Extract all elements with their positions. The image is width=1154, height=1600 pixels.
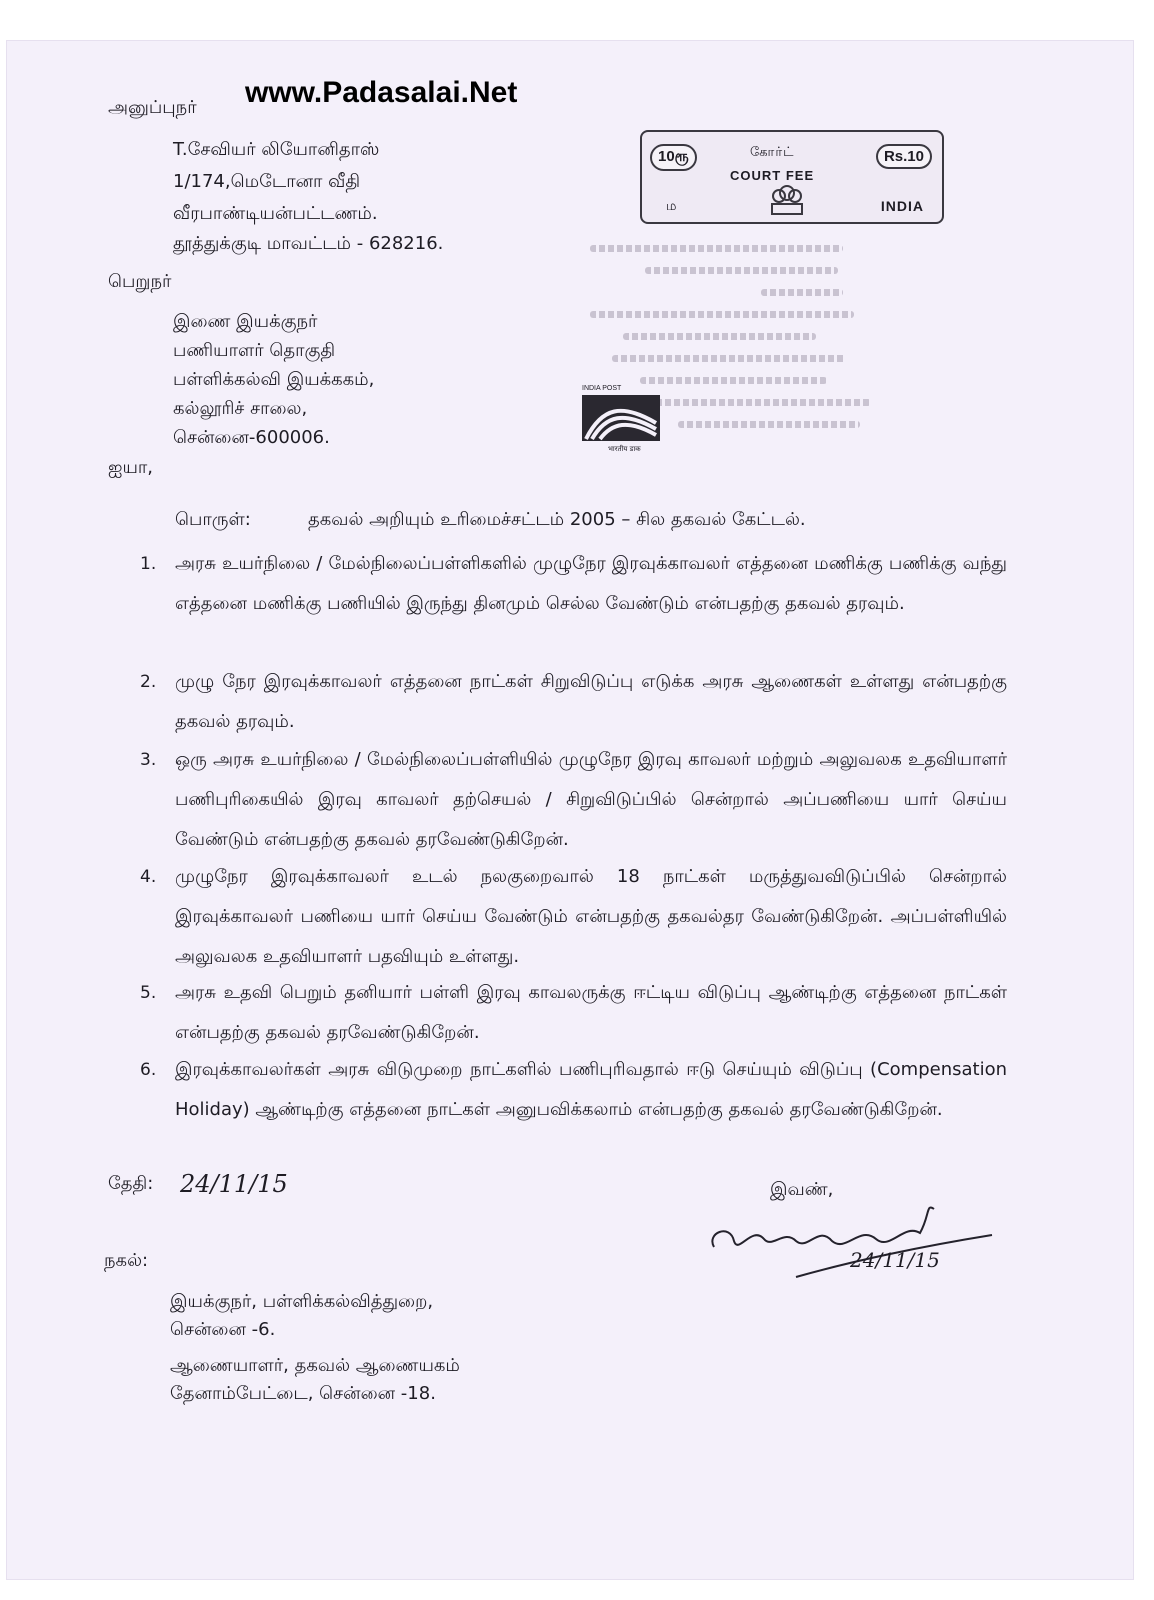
- recipient-line: கல்லூரிச் சாலை,: [173, 398, 308, 419]
- question-text: அரசு உயர்நிலை / மேல்நிலைப்பள்ளிகளில் முழுநேர இரவுக்காவலர் எத்தனை மணிக்கு பணிக்கு வந்து எத்தனை மணிக்கு பணியில் இருந்து தினமும் செல்ல வேண்டும் என்பதற்கு தகவல் தரவும்.: [175, 553, 1007, 614]
- india-post-icon: [582, 393, 662, 453]
- stamp-country: INDIA: [880, 198, 924, 214]
- question-text: ஒரு அரசு உயர்நிலை / மேல்நிலைப்பள்ளியில் முழுநேர இரவு காவலர் மற்றும் அலுவலக உதவியாளர் பணிபுரிகையில் இரவு காவலர் தற்செயல் / சிறுவிடுப்பில் சென்றால் அப்பணியை யார் செய்ய வேண்டும் என்பதற்கு தகவல் தரவேண்டுகிறேன்.: [175, 749, 1007, 850]
- copy-label: நகல்:: [104, 1250, 149, 1271]
- closing: இவண்,: [770, 1179, 834, 1200]
- watermark: www.Padasalai.Net: [245, 76, 518, 109]
- sender-line: தூத்துக்குடி மாவட்டம் - 628216.: [173, 233, 444, 254]
- copy-line: இயக்குநர், பள்ளிக்கல்வித்துறை,: [170, 1291, 434, 1312]
- question-text: இரவுக்காவலர்கள் அரசு விடுமுறை நாட்களில் பணிபுரிவதால் ஈடு செய்யும் விடுப்பு (Compensation Holiday) ஆண்டிற்கு எத்தனை நாட்கள் அனுபவிக்கலாம் என்பதற்கு தகவல் தரவேண்டுகிறேன்.: [175, 1059, 1007, 1120]
- question-text: அரசு உதவி பெறும் தனியார் பள்ளி இரவு காவலருக்கு ஈட்டிய விடுப்பு ஆண்டிற்கு எத்தனை நாட்கள் என்பதற்கு தகவல் தரவேண்டுகிறேன்.: [175, 982, 1007, 1043]
- question-number: 5.: [140, 983, 157, 1003]
- subject-label: பொருள்:: [175, 509, 251, 530]
- stamp-left-value: 10ரூ: [650, 144, 697, 171]
- emblem-icon: [764, 182, 810, 218]
- question-text: முழு நேர இரவுக்காவலர் எத்தனை நாட்கள் சிறுவிடுப்பு எடுக்க அரசு ஆணைகள் உள்ளது என்பதற்கு தகவல் தரவும்.: [175, 671, 1007, 732]
- question-text: முழுநேர இரவுக்காவலர் உடல் நலகுறைவால் 18 நாட்கள் மருத்துவவிடுப்பில் சென்றால் இரவுக்காவலர் பணியை யார் செய்ய வேண்டும் என்பதற்கு தகவல்தர வேண்டுகிறேன். அப்பள்ளியில் அலுவலக உதவியாளர் பதவியும் உள்ளது.: [175, 866, 1007, 967]
- date-label: தேதி:: [108, 1173, 154, 1194]
- question-number: 6.: [140, 1060, 157, 1080]
- india-post-logo: [582, 385, 662, 460]
- recipient-line: பள்ளிக்கல்வி இயக்ககம்,: [173, 369, 375, 390]
- stamp-right-value: Rs.10: [876, 144, 932, 169]
- india-post-logo-bottom: भारतीय डाक: [608, 445, 641, 453]
- copy-line: தேனாம்பேட்டை, சென்னை -18.: [170, 1383, 436, 1404]
- recipient-line: பணியாளர் தொகுதி: [173, 340, 336, 361]
- question-number: 4.: [140, 867, 157, 887]
- india-post-logo-top: INDIA POST: [582, 385, 622, 392]
- question-number: 3.: [140, 750, 157, 770]
- sender-line: T.சேவியர் லியோனிதாஸ்: [173, 139, 380, 160]
- recipient-label: பெறுநர்: [108, 271, 172, 292]
- question-number: 2.: [140, 672, 157, 692]
- stamp-letter: ம: [666, 198, 678, 213]
- copy-line: ஆணையாளர், தகவல் ஆணையகம்: [170, 1355, 460, 1376]
- sender-line: வீரபாண்டியன்பட்டணம்.: [173, 203, 378, 224]
- recipient-line: இணை இயக்குநர்: [173, 311, 318, 332]
- question-number: 1.: [140, 554, 157, 574]
- stamp-top-text: கோர்ட்: [750, 144, 795, 159]
- sender-label: அனுப்புநர்: [108, 97, 197, 118]
- salutation: ஐயா,: [108, 457, 154, 478]
- subject-text: தகவல் அறியும் உரிமைச்சட்டம் 2005 – சில தகவல் கேட்டல்.: [308, 509, 806, 530]
- signature-date: 24/11/15: [850, 1248, 940, 1272]
- court-fee-stamp: [640, 130, 944, 224]
- stamp-court-fee: COURT FEE: [730, 168, 815, 183]
- sender-line: 1/174,மெடோனா வீதி: [173, 171, 361, 192]
- date-handwritten: 24/11/15: [180, 1170, 288, 1198]
- copy-line: சென்னை -6.: [170, 1319, 276, 1340]
- recipient-line: சென்னை-600006.: [173, 427, 330, 448]
